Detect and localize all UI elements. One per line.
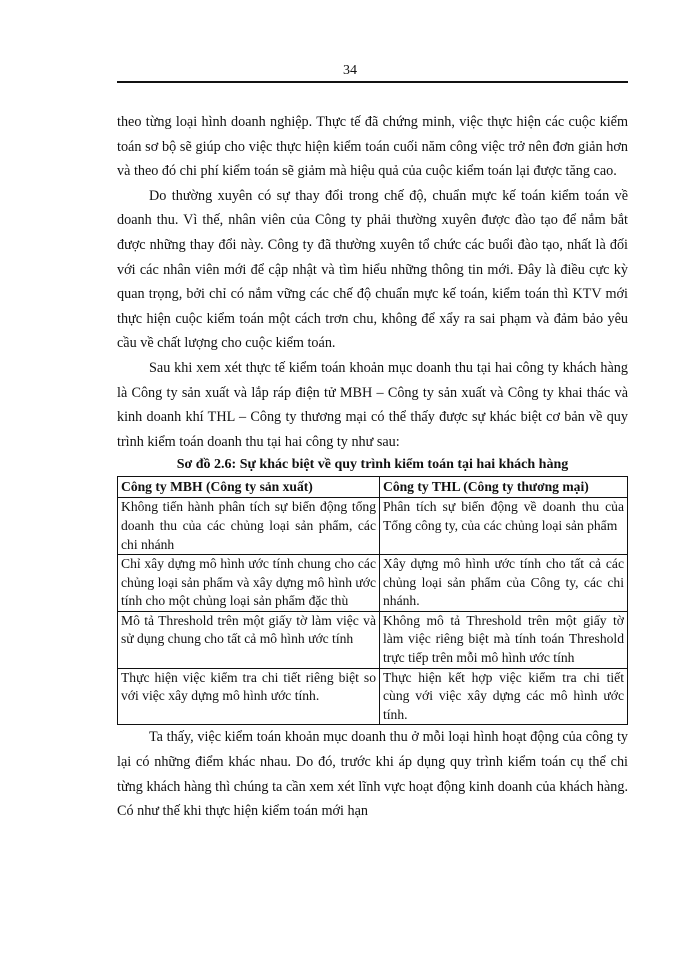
- table-row: [118, 498, 628, 555]
- table-row: [118, 668, 628, 725]
- paragraph-continuation: theo từng loại hình doanh nghiệp. Thực tế đã chứng minh, việc thực hiện các cuộc kiểm toán sơ bộ sẽ giúp cho việc thực hiện kiểm toán cuối năm công việc trở nên đơn giản hơn và theo đó chi phí kiểm toán sẽ giảm mà hiệu quả của cuộc kiểm toán lại được tăng cao.: [117, 114, 628, 180]
- cell-thl: Phân tích sự biến động về doanh thu của Tổng công ty, của các chủng loại sản phẩm: [380, 498, 628, 555]
- cell-mbh: Không tiến hành phân tích sự biến động tổng doanh thu của các chủng loại sản phẩm, các chi nhánh: [118, 498, 380, 555]
- cell-mbh: Thực hiện việc kiểm tra chi tiết riêng biệt so với việc xây dựng mô hình ước tính.: [118, 668, 380, 725]
- table-row: [118, 555, 628, 612]
- table-row: [118, 611, 628, 668]
- header-rule: [117, 81, 628, 83]
- cell-thl: Thực hiện kết hợp việc kiểm tra chi tiết cùng với việc xây dựng các mô hình ước tính.: [380, 668, 628, 725]
- cell-thl: Không mô tả Threshold trên một giấy tờ làm việc riêng biệt mà tính toán Threshold trực tiếp trên mỗi mô hình ước tính: [380, 611, 628, 668]
- comparison-table: [117, 476, 628, 725]
- header-mbh: Công ty MBH (Công ty sản xuất): [118, 477, 380, 498]
- paragraph-comparison-intro: Sau khi xem xét thực tế kiểm toán khoản mục doanh thu tại hai công ty khách hàng là Công ty sản xuất và lắp ráp điện tử MBH – Công ty sản xuất và Công ty khai thác và kinh doanh khí THL – Công ty thương mại có thể thấy được sự khác biệt cơ bản về quy trình kiểm toán doanh thu tại hai công ty như sau:: [117, 359, 628, 450]
- page-number: 34: [343, 63, 357, 78]
- diagram-caption: Sơ đồ 2.6: Sự khác biệt về quy trình kiểm toán tại hai khách hàng: [176, 457, 569, 473]
- page-body: [117, 110, 628, 824]
- table-header-row: [118, 477, 628, 498]
- cell-thl: Xây dựng mô hình ước tính cho tất cả các chủng loại sản phẩm của Công ty, các chi nhánh.: [380, 555, 628, 612]
- cell-mbh: Chỉ xây dựng mô hình ước tính chung cho các chủng loại sản phẩm và xây dựng mô hình ước tính cho một chủng loại sản phẩm đặc thù: [118, 555, 380, 612]
- paragraph-training: Do thường xuyên có sự thay đổi trong chế độ, chuẩn mực kế toán kiểm toán về doanh thu. Vì thế, nhân viên của Công ty phải thường xuyên được đào tạo để nắm bắt được những thay đổi này. Công ty đã thường xuyên tổ chức các buổi đào tạo, nhất là đối với các nhân viên mới để cập nhật và tìm hiểu những thông tin mới. Đây là điều cực kỳ quan trọng, bởi chỉ có nắm vững các chế độ chuẩn mực kế toán, kiểm toán thì KTV mới thực hiện cuộc kiểm toán một cách trơn chu, không để xẩy ra sai phạm và đảm bảo yêu cầu về chất lượng cho cuộc kiểm toán.: [117, 187, 628, 352]
- header-thl: Công ty THL (Công ty thương mại): [380, 477, 628, 498]
- cell-mbh: Mô tả Threshold trên một giấy tờ làm việc và sử dụng chung cho tất cả mô hình ước tính: [118, 611, 380, 668]
- paragraph-conclusion: Ta thấy, việc kiểm toán khoản mục doanh thu ở mỗi loại hình hoạt động của công ty lại có những điểm khác nhau. Do đó, trước khi áp dụng quy trình kiểm toán cụ thể chi từng khách hàng thì chúng ta cần xem xét lĩnh vực hoạt động kinh doanh của khách hàng. Có như thế khi thực hiện kiểm toán mới hạn: [117, 729, 628, 820]
